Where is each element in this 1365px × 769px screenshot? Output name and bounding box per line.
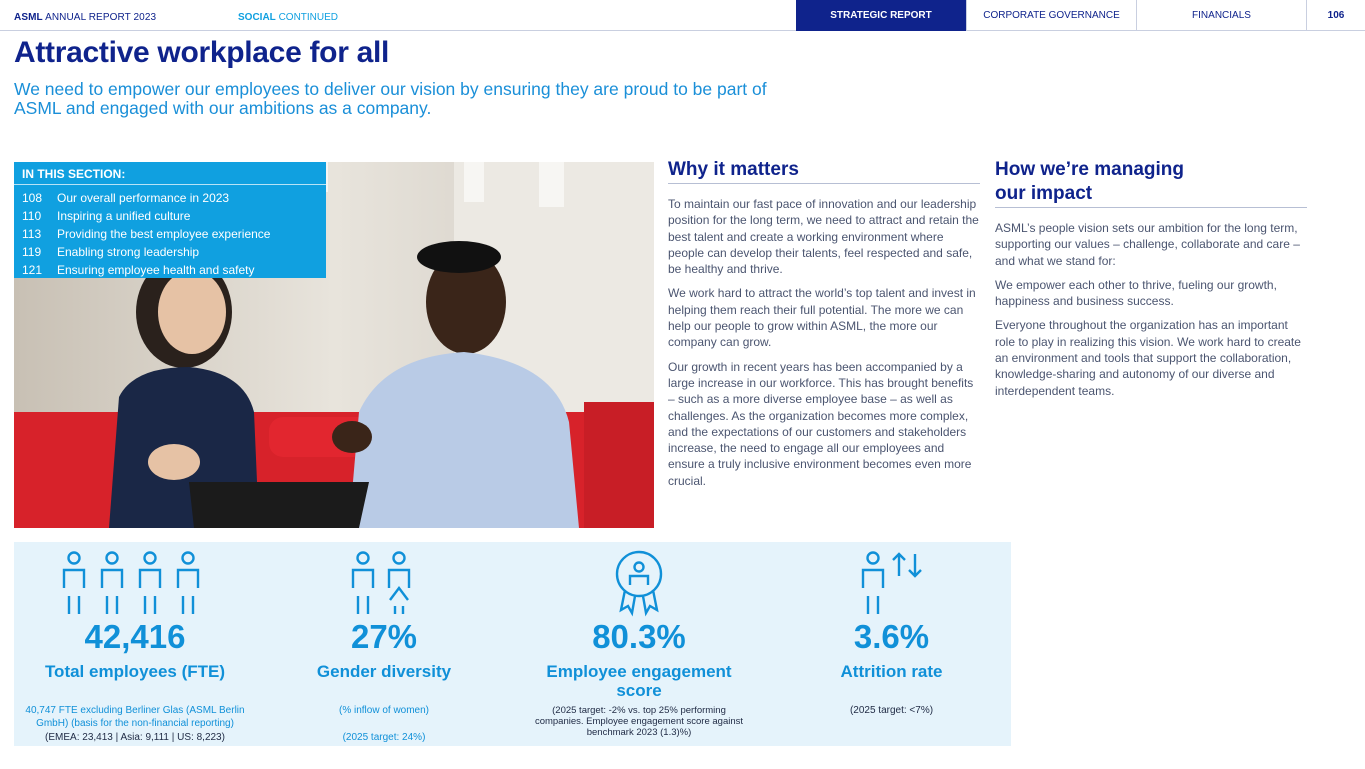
why-paragraph: We work hard to attract the world’s top talent and invest in helping them reach their full potential. The more we can help our people to grow within ASML, the more our company can grow. bbox=[668, 286, 976, 350]
section-continued: CONTINUED bbox=[278, 12, 339, 23]
page-number: 106 bbox=[1306, 0, 1365, 31]
stat-label-line2: score bbox=[616, 681, 662, 700]
page-title: Attractive workplace for all bbox=[14, 36, 390, 69]
how-heading bbox=[995, 158, 1307, 208]
how-managing-column bbox=[995, 158, 1307, 399]
top-nav bbox=[796, 0, 1365, 31]
stat-label bbox=[524, 662, 754, 700]
stat-label: Total employees (FTE) bbox=[44, 662, 226, 681]
people-group-icon bbox=[14, 546, 256, 618]
section-link[interactable] bbox=[22, 261, 318, 279]
key-stats-panel bbox=[14, 542, 1011, 746]
section-link[interactable] bbox=[22, 225, 318, 243]
why-paragraph: Our growth in recent years has been accompanied by a large increase in our workforce. This has brought benefits – such as a more diverse employee base – as well as challenges. As the organization becomes more complex, and the expectations of our customers and stakeholders increase, the need to engage all our employees and ensure a truly inclusive environment becomes even more crucial. bbox=[668, 359, 974, 488]
section-link-label: Enabling strong leadership bbox=[57, 245, 200, 259]
how-paragraph: ASML’s people vision sets our ambition for the long term, supporting our values – challenge, collaborate and care – and what we stand for: bbox=[995, 221, 1300, 268]
stat-label-line1: Employee engagement bbox=[546, 662, 732, 681]
tab-corporate-governance[interactable]: CORPORATE GOVERNANCE bbox=[966, 0, 1136, 31]
why-paragraph: To maintain our fast pace of innovation and our leadership position for the long term, we need to attract and retain the best talent and create a working environment where people can develop their talents, feel respected and safe, be healthy and thrive. bbox=[668, 197, 979, 277]
section-link-page: 113 bbox=[22, 227, 42, 241]
section-name: SOCIAL bbox=[238, 12, 276, 23]
stat-value: 27% bbox=[350, 618, 418, 655]
how-paragraph: We empower each other to thrive, fueling our growth, happiness and business success. bbox=[995, 277, 1277, 309]
in-this-section-box bbox=[14, 162, 326, 278]
in-this-section-heading: IN THIS SECTION: bbox=[14, 162, 326, 185]
why-it-matters-column bbox=[668, 158, 980, 489]
section-links bbox=[14, 185, 326, 279]
stat-note: (2025 target: -2% vs. top 25% performing companies. Employee engagement score against benchmark 2023 (1.3)%) bbox=[534, 705, 744, 738]
section-link-page: 119 bbox=[22, 245, 42, 259]
section-link-page: 108 bbox=[22, 191, 43, 205]
how-heading-line2: our impact bbox=[995, 183, 1093, 204]
report-title bbox=[14, 12, 156, 23]
stat-employee-engagement bbox=[524, 542, 754, 746]
stat-target: (2025 target: 24%) bbox=[342, 732, 426, 743]
brand-name: ASML bbox=[14, 12, 43, 23]
tab-strategic-report[interactable]: STRATEGIC REPORT bbox=[796, 0, 966, 31]
how-heading-line1: How we’re managing bbox=[995, 159, 1184, 180]
section-link[interactable] bbox=[22, 243, 318, 261]
gender-icon bbox=[284, 546, 484, 618]
section-link-label: Providing the best employee experience bbox=[57, 227, 271, 241]
person-arrows-icon bbox=[794, 546, 989, 618]
stat-note: (% inflow of women) bbox=[338, 705, 430, 716]
section-link[interactable] bbox=[22, 207, 318, 225]
stat-total-employees bbox=[14, 542, 256, 746]
how-paragraph: Everyone throughout the organization has an important role to play in realizing this vision. We work hard to create an environment and tools that support the collaboration, knowledge-sharing and autonomy of our diverse and interdependent teams. bbox=[995, 318, 1301, 398]
award-ribbon-icon bbox=[524, 546, 754, 618]
report-name: ANNUAL REPORT 2023 bbox=[45, 12, 157, 23]
top-bar bbox=[0, 0, 1365, 31]
stat-target: (2025 target: <7%) bbox=[849, 705, 934, 716]
stat-label: Attrition rate bbox=[840, 662, 943, 681]
section-link-page: 110 bbox=[22, 209, 42, 223]
stat-value: 3.6% bbox=[853, 618, 930, 655]
section-link-label: Our overall performance in 2023 bbox=[57, 191, 230, 205]
stat-gender-diversity bbox=[284, 542, 484, 746]
stat-attrition-rate bbox=[794, 542, 989, 746]
stat-label: Gender diversity bbox=[316, 662, 452, 681]
section-link-label: Inspiring a unified culture bbox=[57, 209, 191, 223]
stat-value: 80.3% bbox=[592, 618, 686, 655]
stat-value: 42,416 bbox=[84, 618, 186, 655]
section-link-page: 121 bbox=[22, 263, 43, 277]
section-link[interactable] bbox=[22, 189, 318, 207]
tab-financials[interactable]: FINANCIALS bbox=[1136, 0, 1306, 31]
section-breadcrumb[interactable] bbox=[238, 12, 338, 23]
stat-note: 40,747 FTE excluding Berliner Glas (ASML Berlin GmbH) (basis for the non-financial reporting) bbox=[25, 705, 245, 729]
section-link-label: Ensuring employee health and safety bbox=[57, 263, 255, 277]
why-heading: Why it matters bbox=[668, 158, 980, 184]
intro-text: We need to empower our employees to deliver our vision by ensuring they are proud to be part of ASML and engaged with our ambitions as a company. bbox=[14, 79, 767, 118]
stat-note-regions: (EMEA: 23,413 | Asia: 9,111 | US: 8,223) bbox=[45, 732, 225, 743]
